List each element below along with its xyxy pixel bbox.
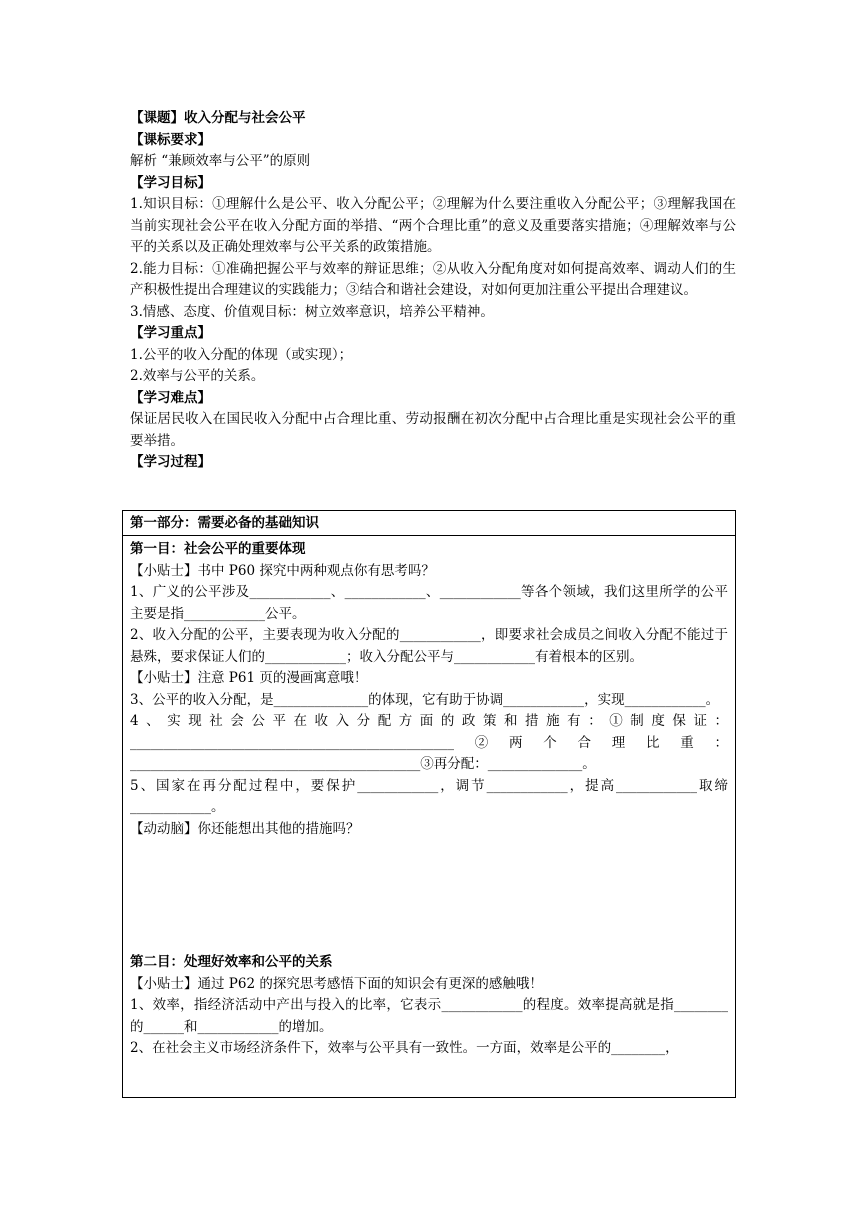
difficulty-heading: 【学习难点】 (130, 389, 211, 406)
learning-process-table (122, 510, 736, 1098)
part1-title: 第一部分：需要必备的基础知识 (123, 511, 735, 536)
focus-heading: 【学习重点】 (130, 325, 211, 341)
section2-title: 第二目：处理好效率和公平的关系 (130, 954, 333, 970)
brain-prompt: 【动动脑】你还能想出其他的措施吗？ (130, 820, 360, 837)
question-3: 3、公平的收入分配，是______________的体现，它有助于协调____________，实现____________。 (130, 691, 720, 708)
question-5: 5、国家在再分配过程中，要保护____________，调节____________，提高____________取缔____________。 (130, 777, 728, 815)
answer-space (130, 840, 728, 952)
section1-title: 第一目：社会公平的重要体现 (130, 541, 306, 557)
goals-heading: 【学习目标】 (130, 174, 211, 191)
topic-title: 【课题】收入分配与社会公平 (130, 110, 306, 126)
tip-2: 【小贴士】注意 P61 页的漫画寓意哦！ (130, 670, 368, 686)
question-4: 4、实现社会公平在收入分配方面的政策和措施有：①制度保证：________________________________________________②两个合理比重：___________________________________________③再分配：______________。 (130, 713, 728, 772)
focus-item-2: 2.效率与公平的关系。 (130, 368, 265, 384)
question-2: 2、收入分配的公平，主要表现为收入分配的____________，即要求社会成员之间收入分配不能过于悬殊，要求保证人们的____________；收入分配公平与____________有着根本的区别。 (130, 627, 728, 665)
process-heading: 【学习过程】 (130, 454, 211, 470)
goal-knowledge: 1.知识目标：①理解什么是公平、收入分配公平；②理解为什么要注重收入分配公平；③理解我国在当前实现社会公平在收入分配方面的举措、“两个合理比重”的意义及重要落实措施；④理解效率与公平的关系以及正确处理效率与公平关系的政策措施。 (130, 196, 736, 255)
goal-values: 3.情感、态度、价值观目标：树立效率意识，培养公平精神。 (130, 303, 494, 320)
focus-item-1: 1.公平的收入分配的体现（或实现）； (130, 346, 353, 363)
table-body (123, 536, 735, 1060)
standard-heading: 【课标要求】 (130, 131, 211, 148)
tip-1: 【小贴士】书中 P60 探究中两种观点你有思考吗？ (130, 562, 435, 579)
question-6: 1、效率，指经济活动中产出与投入的比率，它表示____________的程度。效率提高就是指________的______和____________的增加。 (130, 997, 728, 1035)
header-section (130, 108, 736, 474)
goal-ability: 2.能力目标：①准确把握公平与效率的辩证思维；②从收入分配角度对如何提高效率、调动人们的生产积极性提出合理建议的实践能力；③结合和谐社会建设，对如何更加注重公平提出合理建议。 (130, 260, 736, 298)
tip-3: 【小贴士】通过 P62 的探究思考感悟下面的知识会有更深的感触哦！ (130, 975, 543, 992)
question-1: 1、广义的公平涉及____________、____________、____________等各个领域，我们这里所学的公平主要是指____________公平。 (130, 584, 728, 622)
question-7: 2、在社会主义市场经济条件下，效率与公平具有一致性。一方面，效率是公平的________， (130, 1040, 679, 1056)
standard-text: 解析 “兼顾效率与公平”的原则 (130, 153, 311, 169)
difficulty-text: 保证居民收入在国民收入分配中占合理比重、劳动报酬在初次分配中占合理比重是实现社会公平的重要举措。 (130, 411, 736, 449)
